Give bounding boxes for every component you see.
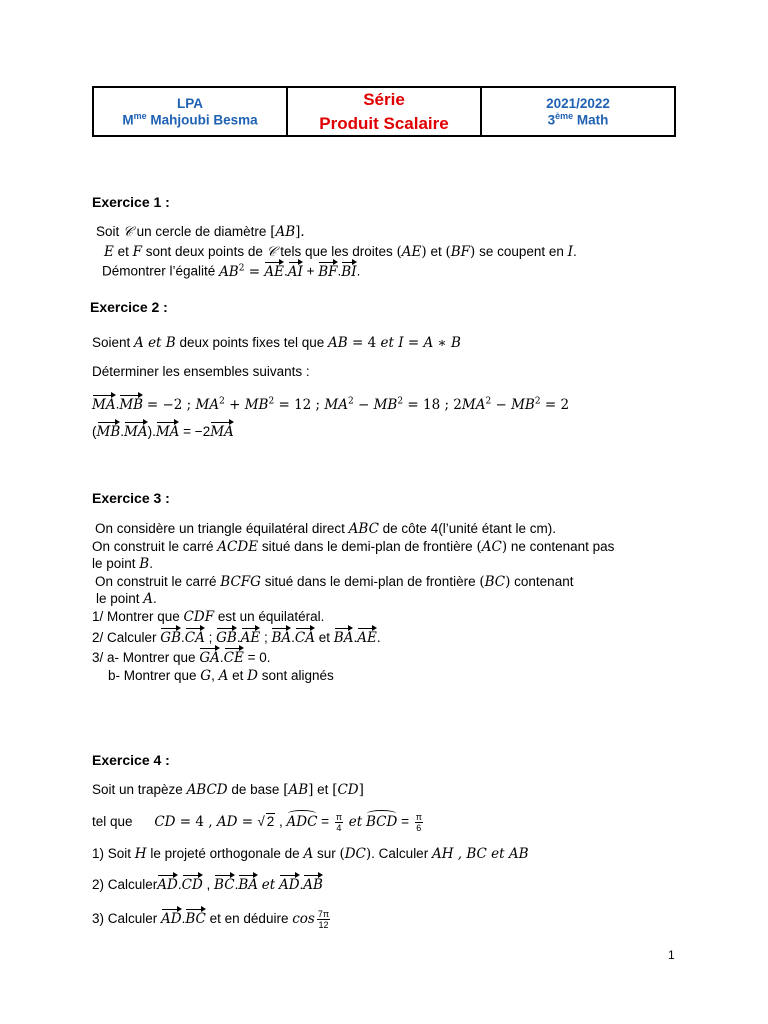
class-level: 3ème Math [547,110,609,128]
exercise-3-line-2: On construit le carré ACDE situé dans le demi-plan de frontière (AC) ne contenant pas [92,539,615,555]
teacher-name: $M^{me}$ Mahjoubi Besma [122,110,258,128]
exercise-4-title: Exercice 4 : [92,752,170,768]
page-number: 1 [668,948,675,962]
exercise-1-line-3: Démontrer l’égalité $AB^2 = AE.AI + BF.BI$. [102,263,361,280]
exercise-2-sets-line-2: (MB.MA).MA = −2MA [92,424,234,440]
exercise-2-line-1: Soient A et B deux points fixes tel que AB = 4 et I = A ∗ B [92,335,461,351]
exercise-2-title: Exercice 2 : [90,299,168,315]
exercise-3-question-2: 2/ Calculer GB.CA ; GB.AE ; BA.CA et BA.AE. [92,630,381,646]
exercise-1-line-2: E et F sont deux points de 𝒞 tels que les droites (AE) et (BF) se coupent en I. [104,244,577,260]
school-name: LPA [177,95,203,111]
exercise-3-line-5: le point A. [96,591,157,607]
exercise-3-question-3a: 3/ a- Montrer que GA.CE = 0. [92,650,271,666]
exercise-1-line-1: Soit 𝒞 un cercle de diamètre [AB]. [96,224,305,240]
exercise-3-title: Exercice 3 : [92,490,170,506]
exercise-2-line-2: Déterminer les ensembles suivants : [92,364,310,379]
exercise-3-line-4: On construit le carré BCFG situé dans le demi-plan de frontière (BC) contenant [95,574,574,590]
subject-title: Produit Scalaire [319,113,449,133]
series-title: Série [363,89,405,109]
header-table [92,86,676,137]
header-title-cell [286,88,480,135]
header-school-cell [94,88,286,135]
exercise-3-line-3: le point B. [92,556,153,572]
school-year: 2021/2022 [546,95,610,111]
exercise-3-question-3b: b- Montrer que G, A et D sont alignés [108,668,334,684]
exercise-3-line-1: On considère un triangle équilatéral direct ABC de côte 4(l’unité étant le cm). [95,521,556,537]
exercise-4-question-2: 2) CalculerAD.CD , BC.BA et AD.AB [92,877,323,893]
exercise-4-line-1: Soit un trapèze ABCD de base [AB] et [CD] [92,782,364,798]
header-year-cell [480,88,674,135]
exercise-4-question-1: 1) Soit H le projeté orthogonale de A sur (DC). Calculer AH , BC et AB [92,846,529,862]
exercise-3-question-1: 1/ Montrer que CDF est un équilatéral. [92,609,325,625]
exercise-4-question-3: 3) Calculer AD.BC et en déduire cos $\frac{7\pi}{12}$ [92,909,330,930]
exercise-4-line-2: tel que CD = 4 , AD = √ 2 , ADC = $\frac{\pi}{4}$ et BCD = $\frac{\pi}{6}$ [92,812,422,833]
exercise-1-title: Exercice 1 : [92,194,170,210]
exercise-2-sets-line-1: MA.MB = −2 ; $MA^2 + MB^2 = 12$ ; $MA^2 - MB^2 = 18$ ; $2MA^2 - MB^2 = 2$ [92,396,570,413]
